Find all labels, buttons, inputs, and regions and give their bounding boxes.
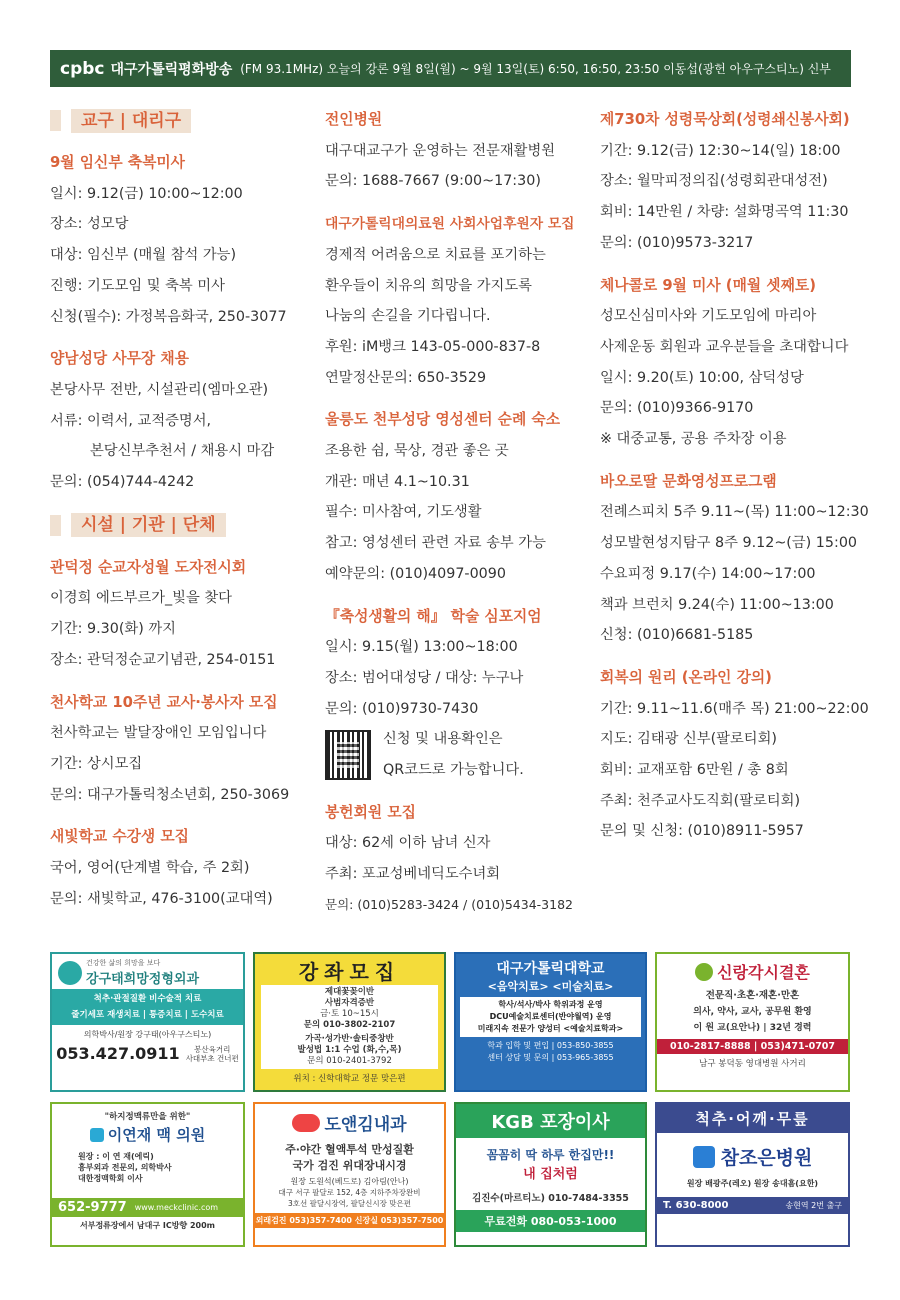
notice-line: 나눔의 손길을 기다립니다.: [325, 308, 491, 325]
ad-phone: 외래검진 053)357-7400 신장실 053)357-7500: [255, 1213, 444, 1228]
notice-line: 대구대교구가 운영하는 전문재활병원: [325, 142, 556, 159]
qr-block: [325, 724, 590, 785]
notice-line: 서류: 이력서, 교적증명서,: [50, 412, 212, 429]
notice-line: 개관: 매년 4.1~10.31: [325, 473, 470, 490]
notice-title: 전인병원: [325, 111, 383, 128]
notice-title: 봉헌회원 모집: [325, 803, 416, 821]
column-right: [600, 105, 869, 847]
notice-title: 『축성생활의 해』 학술 심포지엄: [325, 607, 542, 625]
notice-title: 9월 임신부 축복미사: [50, 154, 185, 171]
notice-title: 바오로딸 문화영성프로그램: [600, 472, 777, 490]
ad-phone: 010-2817-8888 | 053)471-0707: [657, 1039, 848, 1054]
qr-code-icon[interactable]: [325, 730, 371, 780]
ad-phone: 무료전화 080-053-1000: [456, 1210, 645, 1232]
notice-line: 장소: 범어대성당 / 대상: 누구나: [325, 669, 524, 686]
notice-line: 기간: 9.11~11.6(매주 목) 21:00~22:00: [600, 700, 869, 717]
clinic-logo-icon: [90, 1128, 104, 1142]
person-logo-icon: [693, 1146, 715, 1168]
notice-line: 대상: 임신부 (매월 참석 가능): [50, 247, 237, 264]
notice-line: 후원: iM뱅크 143-05-000-837-8: [325, 338, 541, 355]
notice-line: ※ 대중교통, 공용 주차장 이용: [600, 431, 787, 448]
notice-line: 일시: 9.20(토) 10:00, 삼덕성당: [600, 369, 804, 386]
notice-line: 기간: 상시모집: [50, 755, 143, 772]
notice-line: 문의: (010)9366-9170: [600, 400, 754, 417]
notice-line: 일시: 9.15(월) 13:00~18:00: [325, 639, 518, 656]
notice-line: 책과 브런치 9.24(수) 11:00~13:00: [600, 596, 834, 613]
notice-line: 환우들이 치유의 희망을 가지도록: [325, 277, 532, 294]
notice-title: 천사학교 10주년 교사·봉사자 모집: [50, 693, 278, 711]
notice-line: 회비: 14만원 / 차량: 설화명곡역 11:30: [600, 204, 849, 221]
ad-doankim-clinic[interactable]: 도앤김내과 주·야간 혈액투석 만성질환 국가 검진 위대장내시경 원장 도원석(베드로) 김아림(안나) 대구 서구 팔달로 152, 4층 지하주차장완비 3호선 팔달시장역, 팔달신시장 맞은편 외래검진 053)357-7400 신장실 053)357-7500: [253, 1102, 446, 1247]
notice-line: 주최: 천주교사도직회(팔로티회): [600, 792, 801, 809]
notice-title: 대구가톨릭대의료원 사회사업후원자 모집: [325, 216, 575, 233]
notice-line: 문의: (010)9573-3217: [600, 234, 754, 251]
notice-line: 장소: 월막피정의집(성령회관대성전): [600, 173, 828, 190]
ad-course-recruit[interactable]: 강좌모집 제대꽃꽂이반 사범자격증반 금·토 10~15시 문의 010-3802-2107 가곡·성가반·솔티중창반 발성법 1:1 수업 (화,수,목) 문의 010-2401-3792 위치 : 신학대학교 정문 맞은편: [253, 952, 446, 1092]
notice-line: 문의: (054)744-4242: [50, 474, 195, 491]
banner-schedule: (FM 93.1MHz) 오늘의 강론 9월 8일(월) ~ 9월 13일(토) 6:50, 16:50, 23:50 이동섭(광헌 아우구스티노) 신부: [240, 62, 831, 76]
notice-line: 장소: 성모당: [50, 216, 129, 233]
notice-line: 필수: 미사참여, 기도생활: [325, 504, 482, 521]
ad-gangutae-clinic[interactable]: 건강한 삶의 희망을 보다 강구태희망정형외과 척추·관절질환 비수술적 치료 줄기세포 재생치료 | 통증치료 | 도수치료 의학박사/원장 강구태(아우구스티노) 053.427.0911 봉산육거리 사대부초 건너편: [50, 952, 245, 1092]
ad-services: 척추·관절질환 비수술적 치료 줄기세포 재생치료 | 통증치료 | 도수치료: [52, 989, 243, 1025]
notice-line: 수요피정 9.17(수) 14:00~17:00: [600, 565, 816, 582]
notice-line: 연말정산문의: 650-3529: [325, 369, 487, 386]
column-left: [50, 105, 310, 914]
notice-line: 신청 및 내용확인은: [383, 731, 503, 748]
broadcaster-name: 대구가톨릭평화방송: [110, 61, 233, 78]
notice-line: 주최: 포교성베네딕도수녀회: [325, 866, 501, 883]
ad-kgb-moving[interactable]: KGB 포장이사 꼼꼼히 딱 하루 한집만!! 내 집처럼 김진수(마르티노) 010-7484-3355 무료전화 080-053-1000: [454, 1102, 647, 1247]
doankim-logo-icon: [292, 1114, 320, 1132]
notice-line: 참고: 영성센터 관련 자료 송부 가능: [325, 535, 546, 552]
notice-line: 진행: 기도모임 및 축복 미사: [50, 277, 225, 294]
notice-line: 지도: 김태광 신부(팔로티회): [600, 731, 777, 748]
notice-line: 전례스피치 5주 9.11~(목) 11:00~12:30: [600, 504, 869, 521]
notice-title: 양남성당 사무장 채용: [50, 350, 189, 368]
notice-line: 이경희 에드부르가_빛을 찾다: [50, 590, 232, 607]
notice-line: 성모발현성지탐구 8주 9.12~(금) 15:00: [600, 535, 858, 552]
notice-line: 성모신심미사와 기도모임에 마리아: [600, 308, 817, 325]
ad-phone: 652-9777: [58, 1200, 127, 1215]
notice-title: 체나콜로 9월 미사 (매월 셋째토): [600, 276, 816, 294]
notice-line: 천사학교는 발달장애인 모임입니다: [50, 725, 267, 742]
notice-title: 제730차 성령묵상회(성령쇄신봉사회): [600, 111, 850, 128]
notice-line: 기간: 9.12(금) 12:30~14(일) 18:00: [600, 142, 841, 159]
notice-line: 문의 및 신청: (010)8911-5957: [600, 823, 804, 840]
notice-line: QR코드로 가능합니다.: [383, 762, 524, 779]
ad-phone: 053.427.0911: [56, 1044, 180, 1063]
ad-phone: T. 630-8000: [663, 1200, 729, 1211]
leaf-logo-icon: [695, 963, 713, 981]
notice-line: 문의: 새빛학교, 476-3100(교대역): [50, 890, 273, 907]
ad-catholic-university[interactable]: 대구가톨릭대학교 <음악치료> <미술치료> 학사/석사/박사 학위과정 운영 DCU예술치료센터(반야월역) 운영 미래지속 전문가 양성터 <예술치료학과> 학과 입학 및 편입 | 053-850-3855 센터 상담 및 문의 | 053-965-3855: [454, 952, 647, 1092]
notice-line: 사제운동 회원과 교우분들을 초대합니다: [600, 338, 849, 355]
notice-line: 장소: 관덕정순교기념관, 254-0151: [50, 651, 276, 668]
notice-line: 대상: 62세 이하 남녀 신자: [325, 835, 491, 852]
notice-line: 예약문의: (010)4097-0090: [325, 565, 506, 582]
notice-title: 관덕정 순교자성월 도자전시회: [50, 558, 247, 576]
notice-line: 일시: 9.12(금) 10:00~12:00: [50, 185, 243, 202]
notice-line: 회비: 교재포함 6만원 / 총 8회: [600, 762, 789, 779]
notice-line: 조용한 쉼, 묵상, 경관 좋은 곳: [325, 443, 509, 460]
section-header: 교구 | 대리구: [50, 105, 310, 136]
notice-line: 문의: 1688-7667 (9:00~17:30): [325, 173, 541, 190]
notice-line: 국어, 영어(단계별 학습, 주 2회): [50, 860, 250, 877]
ad-wedding-agency[interactable]: 신랑각시결혼 전문직·초혼·재혼·만혼 의사, 약사, 교사, 공무원 환영 이 원 교(요안나) | 32년 경력 010-2817-8888 | 053)471-0707 남구 봉덕동 영대병원 사거리: [655, 952, 850, 1092]
notice-line: 문의: (010)9730-7430: [325, 700, 479, 717]
notice-title: 회복의 원리 (온라인 강의): [600, 668, 772, 686]
notice-line: 문의: (010)5283-3424 / (010)5434-3182: [325, 896, 573, 912]
smile-logo-icon: [58, 961, 82, 985]
notice-line: 기간: 9.30(화) 까지: [50, 621, 176, 638]
broadcast-banner: [50, 50, 851, 87]
notice-line: 본당사무 전반, 시설관리(엠마오관): [50, 381, 269, 398]
column-middle: [325, 105, 590, 921]
notice-line: 문의: 대구가톨릭청소년회, 250-3069: [50, 786, 290, 803]
notice-title: 울릉도 천부성당 영성센터 순례 숙소: [325, 411, 561, 429]
notice-line: 신청: (010)6681-5185: [600, 627, 754, 644]
notice-title: 새빛학교 수강생 모집: [50, 828, 189, 846]
notice-line: 본당신부추천서 / 채용시 마감: [90, 443, 275, 460]
notice-line: 경제적 어려움으로 치료를 포기하는: [325, 246, 546, 263]
section-header: 시설 | 기관 | 단체: [50, 510, 310, 541]
ad-chamjoeun-hospital[interactable]: 척추·어깨·무릎 참조은병원 원장 배광주(레오) 원장 송대흠(요한) T. 630-8000 송현역 2번 출구: [655, 1102, 850, 1247]
notice-line: 신청(필수): 가정복음화국, 250-3077: [50, 308, 287, 325]
ad-vein-clinic[interactable]: "하지정맥류만을 위한" 이연재 맥 의원 원장 : 이 연 재(에릭) 흉부외과 전문의, 의학박사 대한정맥학회 이사 652-9777 www.meckclinic.com 서부정류장에서 남대구 IC방향 200m: [50, 1102, 245, 1247]
cpbc-logo: cpbc: [60, 58, 105, 79]
